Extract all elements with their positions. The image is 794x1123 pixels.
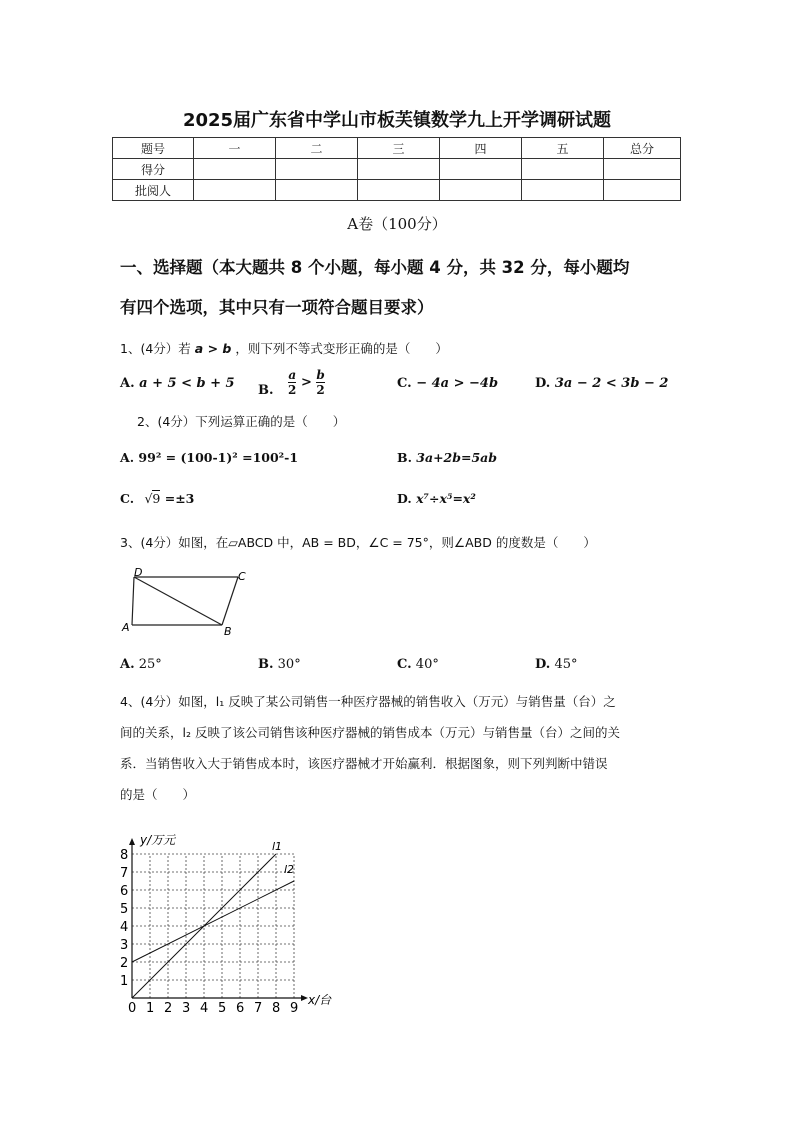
y-tick-label: 1 bbox=[120, 974, 129, 989]
x-tick-label: 2 bbox=[164, 1001, 173, 1012]
q1-option-b[interactable] bbox=[258, 368, 325, 397]
x-tick-label: 0 bbox=[128, 1001, 137, 1012]
q3-option-c[interactable] bbox=[397, 657, 439, 672]
score-cell[interactable] bbox=[358, 180, 440, 201]
x-axis-label: x/台 bbox=[308, 993, 332, 1007]
option-text: 25° bbox=[138, 657, 162, 672]
score-col-header: 一 bbox=[194, 138, 276, 159]
q4-line: 间的关系，l₂ 反映了该公司销售该种医疗器械的销售成本（万元）与销售量（台）之间的关 bbox=[120, 725, 620, 740]
y-tick-label: 5 bbox=[120, 902, 129, 917]
q4-line: 系．当销售收入大于销售成本时，该医疗器械才开始赢利．根据图象，则下列判断中错误 bbox=[120, 756, 608, 771]
option-text: 3a − 2 < 3b − 2 bbox=[554, 376, 669, 391]
question-4-stem bbox=[120, 686, 680, 810]
x-tick-label: 4 bbox=[200, 1001, 209, 1012]
score-cell[interactable] bbox=[194, 180, 276, 201]
vertex-label-a: A bbox=[122, 621, 130, 634]
vertex-label-c: C bbox=[238, 570, 246, 583]
q1-option-d[interactable] bbox=[535, 376, 668, 391]
y-tick-label: 3 bbox=[120, 938, 129, 953]
fraction-numerator: b bbox=[316, 368, 325, 382]
option-text: a + 5 < b + 5 bbox=[139, 376, 235, 391]
option-label: B. bbox=[258, 657, 274, 672]
option-label: A. bbox=[120, 376, 135, 391]
vertex-label-b: B bbox=[224, 625, 232, 638]
score-row-label: 得分 bbox=[113, 159, 194, 180]
parallelogram-figure bbox=[118, 565, 258, 640]
x-tick-label: 1 bbox=[146, 1001, 155, 1012]
page-title: 2025届广东省中学山市板芙镇数学九上开学调研试题 bbox=[182, 110, 612, 131]
q1-stem-suffix: ，则下列不等式变形正确的是（ ） bbox=[235, 341, 448, 356]
option-label: D. bbox=[397, 491, 412, 506]
q4-line: 的是（ ） bbox=[120, 787, 196, 802]
q3-option-a[interactable] bbox=[120, 657, 162, 672]
q1-option-c[interactable] bbox=[397, 376, 498, 391]
score-table bbox=[112, 137, 681, 201]
q2-option-d[interactable] bbox=[397, 491, 476, 506]
radical-sign-icon: √ bbox=[144, 491, 153, 506]
y-tick-label: 7 bbox=[120, 866, 129, 881]
y-tick-label: 6 bbox=[120, 884, 129, 899]
score-cell[interactable] bbox=[276, 159, 358, 180]
x-tick-label: 7 bbox=[254, 1001, 263, 1012]
score-col-header: 四 bbox=[440, 138, 522, 159]
q3-option-d[interactable] bbox=[535, 657, 578, 672]
score-col-header: 三 bbox=[358, 138, 440, 159]
question-2-stem: 2、(4分）下列运算正确的是（ ） bbox=[137, 414, 346, 429]
score-cell[interactable] bbox=[522, 180, 604, 201]
x-axis-arrow-icon bbox=[301, 995, 308, 1001]
segment-ad bbox=[132, 577, 134, 625]
y-tick-label: 8 bbox=[120, 848, 129, 863]
q2-option-a[interactable] bbox=[120, 450, 298, 465]
score-col-header: 二 bbox=[276, 138, 358, 159]
score-col-header: 题号 bbox=[113, 138, 194, 159]
series-line-l2 bbox=[132, 881, 294, 962]
score-cell[interactable] bbox=[276, 180, 358, 201]
score-row-label: 批阅人 bbox=[113, 180, 194, 201]
question-3-stem: 3、(4分）如图，在▱ABCD 中，AB = BD，∠C = 75°，则∠ABD 的度数是（ ） bbox=[120, 535, 596, 550]
fraction-denominator: 2 bbox=[288, 383, 297, 397]
diagonal-db bbox=[134, 577, 222, 625]
q1-option-a[interactable] bbox=[120, 376, 235, 391]
q3-option-b[interactable] bbox=[258, 657, 301, 672]
option-label: A. bbox=[120, 657, 135, 672]
option-label: D. bbox=[535, 657, 551, 672]
option-text: x⁷÷x⁵=x² bbox=[416, 491, 476, 506]
score-col-header: 总分 bbox=[604, 138, 681, 159]
x-tick-label: 3 bbox=[182, 1001, 191, 1012]
x-tick-label: 6 bbox=[236, 1001, 245, 1012]
y-axis-arrow-icon bbox=[129, 838, 135, 845]
fraction-b bbox=[316, 368, 324, 397]
option-text: =±3 bbox=[164, 491, 195, 506]
x-tick-label: 8 bbox=[272, 1001, 281, 1012]
option-text: 99² = (100-1)² =100²-1 bbox=[138, 450, 299, 465]
vertex-label-d: D bbox=[134, 566, 143, 579]
series-label-l2: l2 bbox=[284, 863, 295, 876]
score-cell[interactable] bbox=[440, 159, 522, 180]
score-cell[interactable] bbox=[604, 159, 681, 180]
sales-chart bbox=[112, 812, 342, 1012]
option-text: 3a+2b=5ab bbox=[416, 450, 498, 465]
q2-option-b[interactable] bbox=[397, 450, 497, 465]
option-label: A. bbox=[120, 450, 135, 465]
score-table-row bbox=[113, 180, 681, 201]
section-heading-line2: 有四个选项，其中只有一项符合题目要求） bbox=[120, 298, 434, 317]
option-label: B. bbox=[258, 383, 274, 398]
q4-line: 4、(4分）如图，l₁ 反映了某公司销售一种医疗器械的销售收入（万元）与销售量（台）之 bbox=[120, 694, 616, 709]
segment-cb bbox=[222, 577, 238, 625]
option-label: C. bbox=[120, 491, 135, 506]
volume-heading: A卷（100分） bbox=[347, 215, 447, 233]
option-label: C. bbox=[397, 657, 412, 672]
option-text: 40° bbox=[415, 657, 439, 672]
fraction-numerator: a bbox=[288, 368, 297, 382]
score-cell[interactable] bbox=[194, 159, 276, 180]
option-text: 30° bbox=[277, 657, 301, 672]
question-1-stem bbox=[120, 339, 448, 357]
option-text: 45° bbox=[554, 657, 578, 672]
option-label: C. bbox=[397, 376, 412, 391]
sqrt-expression bbox=[144, 491, 160, 506]
series-label-l1: l1 bbox=[272, 840, 283, 853]
radicand: 9 bbox=[152, 491, 161, 506]
score-table-header-row bbox=[113, 138, 681, 159]
q2-option-c[interactable] bbox=[120, 491, 194, 506]
x-tick-label: 9 bbox=[290, 1001, 299, 1012]
fraction-a bbox=[288, 368, 296, 397]
score-cell[interactable] bbox=[358, 159, 440, 180]
section-heading-line1: 一、选择题（本大题共 8 个小题，每小题 4 分，共 32 分，每小题均 bbox=[120, 258, 630, 277]
fraction-denominator: 2 bbox=[316, 383, 325, 397]
score-cell[interactable] bbox=[604, 180, 681, 201]
score-cell[interactable] bbox=[440, 180, 522, 201]
y-axis-label: y/万元 bbox=[140, 833, 176, 847]
option-text: − 4a > −4b bbox=[416, 376, 499, 391]
relation-symbol: > bbox=[300, 375, 312, 390]
q1-stem-prefix: 1、(4分）若 bbox=[120, 341, 191, 356]
y-tick-label: 4 bbox=[120, 920, 129, 935]
option-label: B. bbox=[397, 450, 412, 465]
score-table-row bbox=[113, 159, 681, 180]
option-label: D. bbox=[535, 376, 551, 391]
q1-stem-math: a > b bbox=[194, 341, 232, 356]
score-col-header: 五 bbox=[522, 138, 604, 159]
score-cell[interactable] bbox=[522, 159, 604, 180]
y-tick-label: 2 bbox=[120, 956, 129, 971]
x-tick-label: 5 bbox=[218, 1001, 227, 1012]
